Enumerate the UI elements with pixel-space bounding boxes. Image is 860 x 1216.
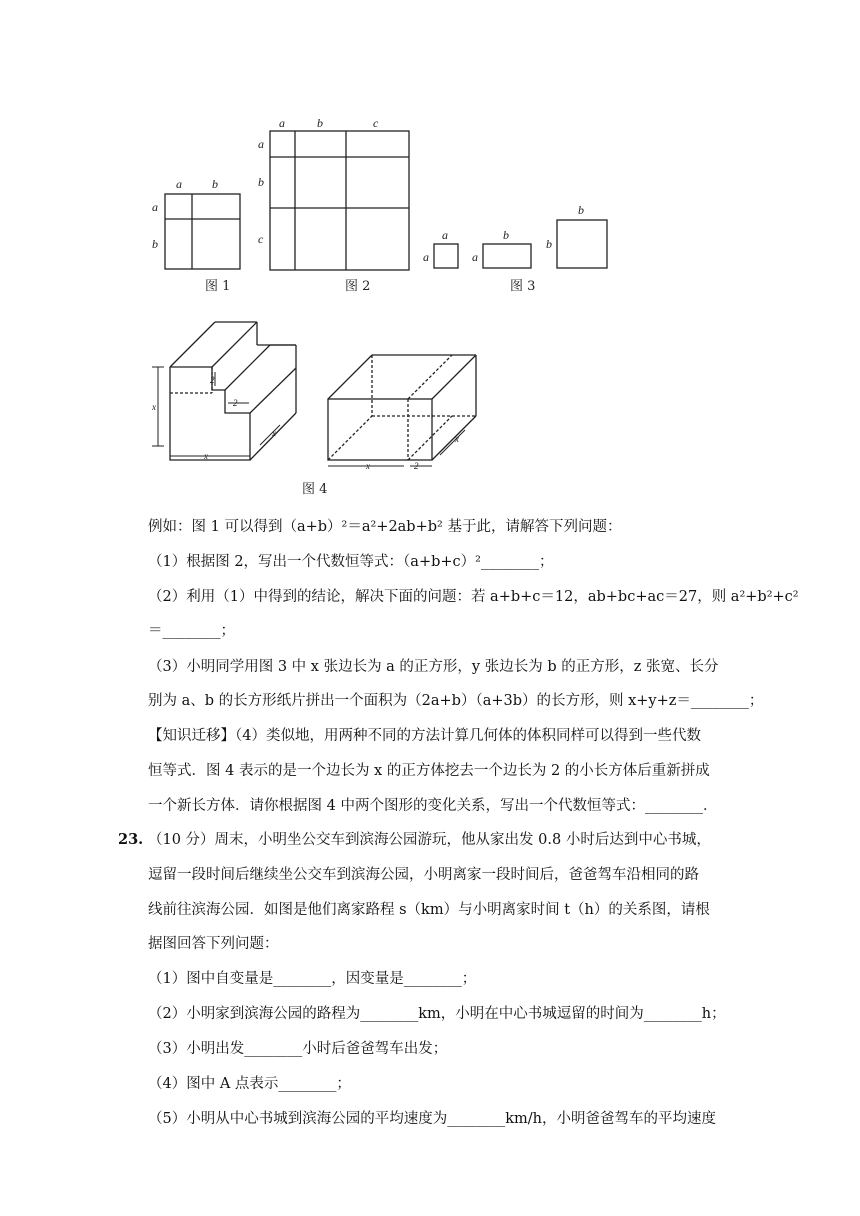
fig4-left-height: x: [152, 402, 156, 412]
fig4-right-depth: x: [455, 434, 459, 444]
fig4-caption: 图 4: [302, 482, 328, 497]
text-line: 【知识迁移】（4）类似地，用两种不同的方法计算几何体的体积同样可以得到一些代数: [148, 728, 701, 744]
figure-4-left: [170, 322, 296, 460]
fig4-left-cut: 2: [210, 375, 215, 385]
text-line: （4）图中 A 点表示________；: [148, 1076, 351, 1092]
text-line: 恒等式．图 4 表示的是一个边长为 x 的正方体挖去一个边长为 2 的小长方体后重新拼成: [148, 763, 710, 779]
text-line: （1）图中自变量是________，因变量是________；: [148, 971, 477, 987]
fig2-label-side-a: a: [258, 137, 264, 151]
text-line: 逗留一段时间后继续坐公交车到滨海公园，小明离家一段时间后，爸爸驾车沿相同的路: [148, 867, 699, 883]
fig4-left-inner: 2: [233, 398, 238, 408]
text-line: （2）小明家到滨海公园的路程为________km，小明在中心书城逗留的时间为________h；: [148, 1006, 726, 1022]
figure-1: [165, 194, 240, 269]
fig4-right-cut: 2: [414, 461, 419, 471]
text-line: 一个新长方体．请你根据图 4 中两个图形的变化关系，写出一个代数恒等式：________．: [148, 798, 718, 814]
figure-2: [270, 131, 409, 270]
text-line: （10 分）周末，小明坐公交车到滨海公园游玩，他从家出发 0.8 小时后达到中心书城，: [148, 832, 711, 848]
fig3-shape2-top: b: [503, 228, 509, 242]
fig1-caption: 图 1: [205, 279, 231, 294]
fig4-right-width: x: [366, 461, 370, 471]
text-line: （5）小明从中心书城到滨海公园的平均速度为________km/h，小明爸爸驾车的平均速度: [148, 1111, 716, 1127]
fig3-shape1-side: a: [423, 250, 429, 264]
text-line: （2）利用（1）中得到的结论，解决下面的问题：若 a+b+c＝12，ab+bc+ac＝27，则 a²+b²+c²: [148, 589, 799, 605]
fig2-label-top-a: a: [279, 116, 285, 130]
figure-4-right: [328, 355, 476, 460]
text-line: ＝________；: [148, 623, 235, 639]
figures-svg: [0, 0, 860, 510]
fig1-label-top-b: b: [212, 177, 218, 191]
text-line: （3）小明同学用图 3 中 x 张边长为 a 的正方形，y 张边长为 b 的正方形，z 张宽、长分: [148, 659, 719, 675]
question-number: 23.: [118, 831, 144, 848]
text-line: （3）小明出发________小时后爸爸驾车出发；: [148, 1041, 448, 1057]
fig1-label-side-b: b: [152, 237, 158, 251]
text-line: 别为 a、b 的长方形纸片拼出一个面积为（2a+b）（a+3b）的长方形，则 x+y+z＝________；: [148, 693, 764, 709]
text-line: （1）根据图 2，写出一个代数恒等式：（a+b+c）²________；: [148, 554, 554, 570]
fig2-label-side-b: b: [258, 175, 264, 189]
fig2-label-top-b: b: [317, 116, 323, 130]
fig4-left-width: x: [204, 451, 208, 461]
fig3-shape3-top: b: [578, 203, 584, 217]
text-line: 例如：图 1 可以得到（a+b）²＝a²+2ab+b² 基于此，请解答下列问题：: [148, 519, 622, 535]
fig1-label-side-a: a: [152, 200, 158, 214]
fig2-caption: 图 2: [345, 279, 371, 294]
fig2-label-top-c: c: [373, 116, 379, 130]
fig3-caption: 图 3: [510, 279, 536, 294]
text-line: 线前往滨海公园．如图是他们离家路程 s（km）与小明离家时间 t（h）的关系图，请根: [148, 902, 710, 918]
figure-3: [434, 220, 607, 268]
text-line: 据图回答下列问题：: [148, 936, 279, 952]
fig4-left-depth: x: [272, 428, 276, 438]
fig2-label-side-c: c: [258, 232, 264, 246]
fig3-shape1-top: a: [442, 228, 448, 242]
fig3-shape3-side: b: [546, 237, 552, 251]
fig1-label-top-a: a: [176, 177, 182, 191]
fig3-shape2-side: a: [472, 250, 478, 264]
